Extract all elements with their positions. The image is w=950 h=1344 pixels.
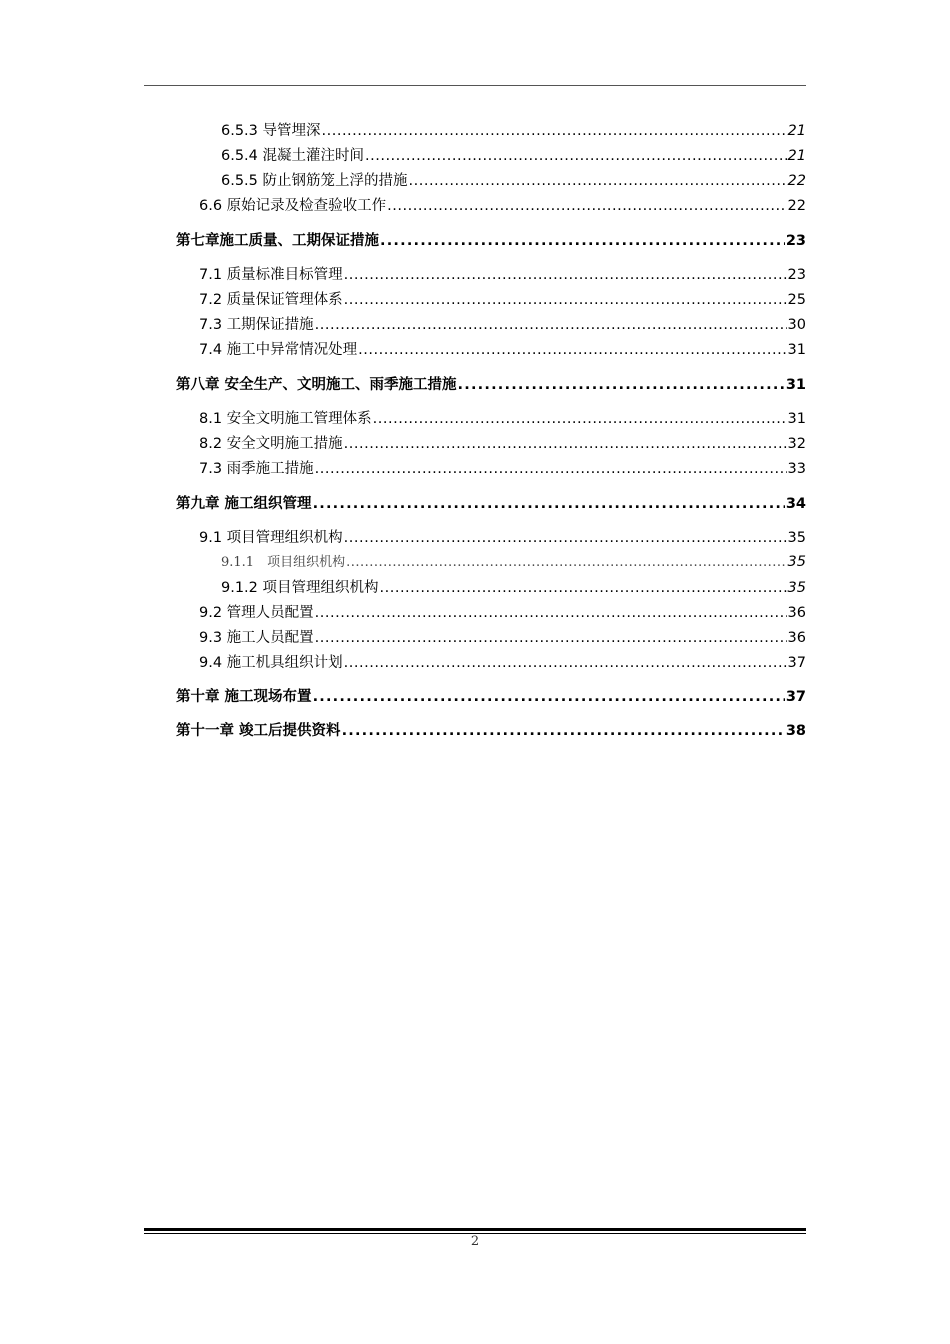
toc-entry-title: 9.1 项目管理组织机构 (199, 530, 343, 546)
toc-leader-dots (315, 603, 787, 623)
toc-chapter-entry[interactable] (176, 375, 806, 395)
toc-entry-title: 6.6 原始记录及检查验收工作 (199, 198, 387, 214)
toc-entry-title: 7.3 工期保证措施 (199, 317, 314, 333)
toc-entry-title: 第九章 施工组织管理 (176, 496, 312, 512)
toc-leader-dots (344, 528, 787, 548)
toc-entry-page: 37 (785, 689, 806, 705)
toc-entry-title: 8.2 安全文明施工措施 (199, 436, 343, 452)
toc-leader-dots (458, 375, 785, 395)
toc-entry[interactable] (221, 552, 806, 573)
toc-leader-dots (315, 315, 787, 335)
toc-entry-page: 22 (787, 198, 806, 214)
toc-entry-title: 第八章 安全生产、文明施工、雨季施工措施 (176, 377, 457, 393)
toc-entry-title: 6.5.4 混凝土灌注时间 (221, 148, 365, 164)
toc-entry-title: 9.2 管理人员配置 (199, 605, 314, 621)
toc-entry-page: 38 (785, 723, 806, 739)
toc-entry-page: 35 (787, 554, 806, 570)
toc-entry-page: 22 (787, 173, 806, 189)
toc-entry[interactable] (199, 315, 806, 335)
toc-leader-dots (342, 721, 785, 741)
toc-entry-page: 37 (787, 655, 806, 671)
toc-entry-page: 23 (785, 233, 806, 249)
toc-entry-title: 7.3 雨季施工措施 (199, 461, 314, 477)
toc-entry-page: 31 (787, 411, 806, 427)
toc-leader-dots (313, 687, 785, 707)
toc-chapter-entry[interactable] (176, 721, 806, 741)
toc-entry-page: 36 (787, 630, 806, 646)
toc-entry[interactable] (221, 121, 806, 141)
header-rule (144, 85, 806, 86)
toc-entry-page: 31 (787, 342, 806, 358)
toc-leader-dots (322, 121, 787, 141)
page-number: 2 (470, 1234, 480, 1249)
toc-entry[interactable] (221, 171, 806, 191)
toc-entry[interactable] (199, 434, 806, 454)
toc-leader-dots (344, 434, 787, 454)
toc-entry-title: 8.1 安全文明施工管理体系 (199, 411, 372, 427)
toc-entry[interactable] (199, 196, 806, 216)
toc-entry-title: 9.1.1 项目组织机构 (221, 555, 346, 570)
toc-entry-title: 7.1 质量标准目标管理 (199, 267, 343, 283)
toc-leader-dots (373, 409, 787, 429)
toc-chapter-entry[interactable] (176, 687, 806, 707)
toc-leader-dots (380, 578, 787, 598)
toc-leader-dots (313, 494, 785, 514)
toc-entry-title: 9.4 施工机具组织计划 (199, 655, 343, 671)
toc-leader-dots (346, 553, 786, 573)
toc-entry-page: 33 (787, 461, 806, 477)
toc-entry-title: 6.5.3 导管埋深 (221, 123, 321, 139)
toc-entry-title: 第十章 施工现场布置 (176, 689, 312, 705)
toc-entry-title: 9.3 施工人员配置 (199, 630, 314, 646)
toc-entry-page: 32 (787, 436, 806, 452)
toc-leader-dots (315, 628, 787, 648)
toc-entry[interactable] (199, 409, 806, 429)
toc-entry-page: 35 (787, 580, 806, 596)
toc-leader-dots (365, 146, 787, 166)
toc-leader-dots (387, 196, 786, 216)
toc-entry-page: 34 (785, 496, 806, 512)
toc-entry[interactable] (199, 528, 806, 548)
toc-entry[interactable] (199, 459, 806, 479)
toc-leader-dots (344, 653, 787, 673)
toc-entry-page: 21 (787, 123, 806, 139)
toc-entry[interactable] (199, 603, 806, 623)
toc-entry-title: 9.1.2 项目管理组织机构 (221, 580, 379, 596)
toc-entry-title: 第七章施工质量、工期保证措施 (176, 233, 379, 249)
toc-entry-title: 第十一章 竣工后提供资料 (176, 723, 341, 739)
toc-entry[interactable] (221, 146, 806, 166)
toc-entry[interactable] (199, 628, 806, 648)
toc-entry-page: 25 (787, 292, 806, 308)
footer-rule (144, 1228, 806, 1231)
toc-leader-dots (409, 171, 787, 191)
toc-leader-dots (358, 340, 786, 360)
toc-leader-dots (344, 290, 787, 310)
toc-entry[interactable] (221, 578, 806, 598)
toc-entry-page: 36 (787, 605, 806, 621)
toc-entry[interactable] (199, 653, 806, 673)
toc-entry[interactable] (199, 340, 806, 360)
toc-entry-page: 21 (787, 148, 806, 164)
toc-chapter-entry[interactable] (176, 231, 806, 251)
toc-entry-page: 23 (787, 267, 806, 283)
toc-leader-dots (315, 459, 787, 479)
toc-entry[interactable] (199, 265, 806, 285)
toc-chapter-entry[interactable] (176, 494, 806, 514)
toc-leader-dots (344, 265, 787, 285)
toc-entry-page: 30 (787, 317, 806, 333)
toc-entry[interactable] (199, 290, 806, 310)
toc-entry-title: 6.5.5 防止钢筋笼上浮的措施 (221, 173, 408, 189)
toc-entry-title: 7.4 施工中异常情况处理 (199, 342, 358, 358)
toc-leader-dots (380, 231, 785, 251)
toc-entry-page: 35 (787, 530, 806, 546)
toc-entry-page: 31 (785, 377, 806, 393)
toc-entry-title: 7.2 质量保证管理体系 (199, 292, 343, 308)
